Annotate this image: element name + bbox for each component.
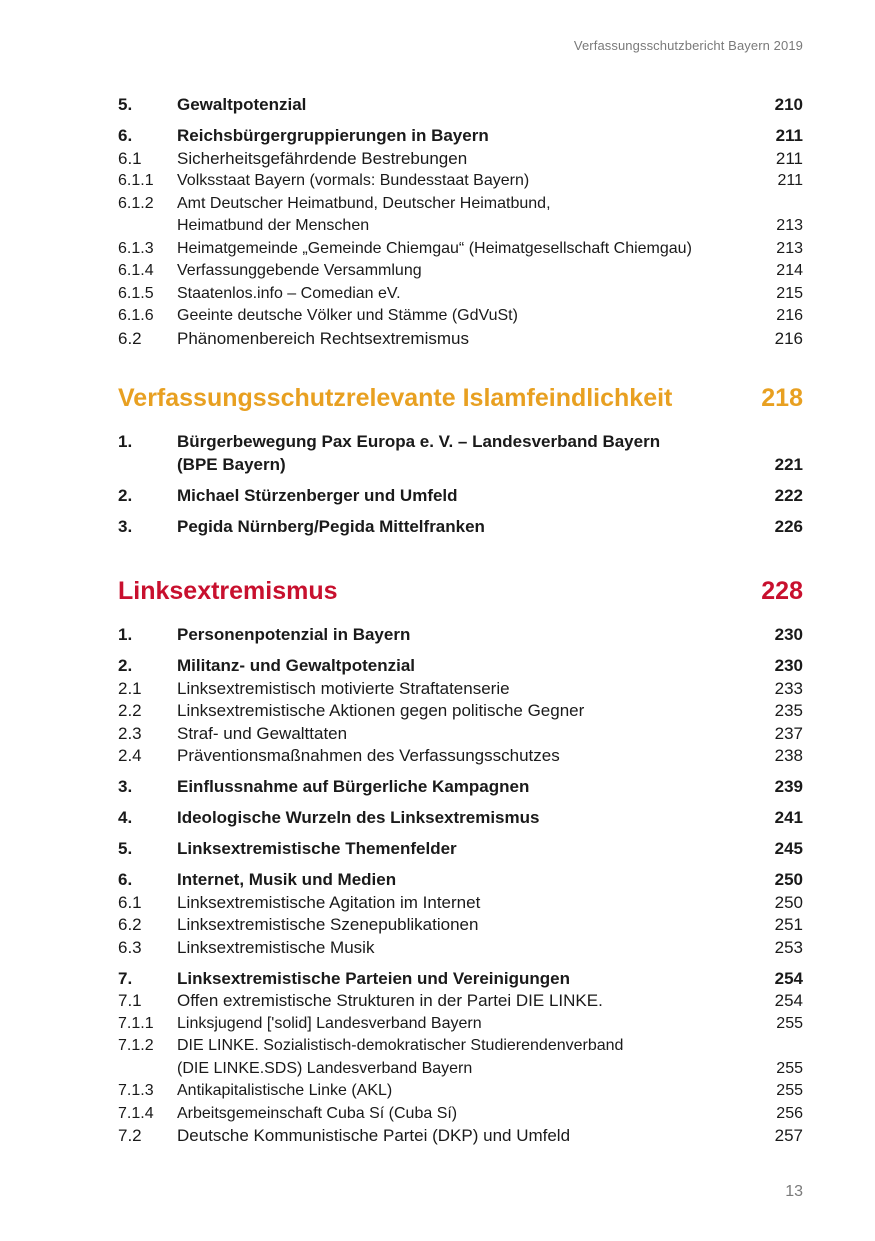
chapter-page: 228 [761, 577, 803, 605]
toc-entry-number: 6. [118, 870, 133, 889]
toc-entry-label: Linksjugend ['solid] Landesverband Bayern [177, 1014, 482, 1032]
toc-chapter-linksextremismus [118, 576, 803, 1148]
toc-entry-number: 7.1.1 [118, 1014, 154, 1032]
toc-block-rechtsextremismus [118, 94, 803, 350]
toc-entry-page: 256 [776, 1104, 803, 1122]
toc-entry-page: 241 [774, 808, 803, 827]
toc-entry[interactable] [118, 914, 803, 937]
toc-entry-label: Personenpotenzial in Bayern [177, 625, 411, 644]
toc-entry-label: Volksstaat Bayern (vormals: Bundesstaat Bayern) [177, 172, 530, 189]
toc-entry-number: 2.4 [118, 746, 142, 765]
toc-entry-page: 237 [774, 723, 803, 743]
toc-entry-page: 210 [774, 95, 803, 114]
toc-entry-number: 3. [118, 516, 133, 536]
toc-entry[interactable] [118, 678, 803, 701]
toc-entry-label: Linksextremistische Musik [177, 937, 375, 957]
toc-entry-page: 211 [775, 148, 803, 168]
toc-entry[interactable] [118, 516, 803, 539]
toc-entry-page: 222 [774, 485, 803, 505]
toc-entries [118, 431, 803, 538]
toc-entries [118, 624, 803, 1148]
toc-entry-label: Michael Stürzenberger und Umfeld [177, 485, 458, 505]
toc-entry[interactable] [118, 990, 803, 1013]
chapter-title: Linksextremismus [118, 577, 338, 605]
toc-entry-label: Linksextremistisch motivierte Straftatenserie [177, 678, 510, 698]
toc-group [118, 624, 803, 647]
toc-entry[interactable] [118, 1080, 803, 1103]
toc-entry-label: Pegida Nürnberg/Pegida Mittelfranken [177, 516, 485, 536]
toc-entry-number: 1. [118, 432, 133, 451]
toc-entry-number: 7.1.3 [118, 1082, 154, 1099]
toc-entry-number: 6.1 [118, 148, 142, 168]
toc-entry-number: 6.1.6 [118, 307, 154, 324]
toc-entry[interactable] [118, 454, 803, 477]
toc-entry[interactable] [118, 807, 803, 830]
toc-entry-number: 4. [118, 808, 133, 827]
toc-entry-label: Staatenlos.info – Comedian eV. [177, 284, 401, 302]
toc-entry-label: DIE LINKE. Sozialistisch-demokratischer Studierendenverband [177, 1037, 624, 1054]
toc-entry-page: 211 [777, 172, 803, 189]
toc-entry[interactable] [118, 238, 803, 261]
toc-entry-label: Heimatbund der Menschen [177, 217, 370, 234]
toc-entry[interactable] [118, 148, 803, 171]
chapter-heading[interactable] [118, 383, 803, 413]
toc-entry-label: (DIE LINKE.SDS) Landesverband Bayern [177, 1059, 473, 1077]
toc-group [118, 869, 803, 959]
toc-entry[interactable] [118, 94, 803, 117]
toc-entry-number: 2. [118, 656, 133, 675]
toc-entry-number: 6.1 [118, 892, 142, 912]
toc-entry-number: 6.1.2 [118, 194, 154, 212]
toc-entry-number: 6.1.3 [118, 239, 154, 257]
toc-entry[interactable] [118, 937, 803, 960]
toc-entry-number: 5. [118, 839, 133, 858]
toc-entry-label: Militanz- und Gewaltpotenzial [177, 656, 415, 675]
toc-entry-label: Arbeitsgemeinschaft Cuba Sí (Cuba Sí) [177, 1104, 458, 1122]
toc-entry-page: 213 [776, 239, 803, 257]
chapter-heading[interactable] [118, 576, 803, 606]
toc-entry-page: 257 [774, 1126, 803, 1145]
toc-entry-number: 7. [118, 968, 133, 988]
toc-entry[interactable] [118, 838, 803, 861]
toc-entry-page: 250 [774, 892, 803, 912]
toc-entry-label: Linksextremistische Szenepublikationen [177, 915, 479, 934]
running-header: Verfassungsschutzbericht Bayern 2019 [573, 38, 803, 53]
toc-group [118, 655, 803, 768]
toc-entry-label: Linksextremistische Agitation im Internet [177, 892, 481, 912]
toc-entry[interactable] [118, 431, 803, 454]
toc-entry-page: 235 [774, 701, 803, 720]
toc-entry[interactable] [118, 1125, 803, 1148]
toc-entry-label: Ideologische Wurzeln des Linksextremismus [177, 808, 540, 827]
chapter-page: 218 [761, 384, 803, 412]
toc-entry[interactable] [118, 125, 803, 148]
toc-entry[interactable] [118, 305, 803, 328]
toc-entry-page: 214 [776, 262, 803, 279]
toc-entry-label: Sicherheitsgefährdende Bestrebungen [177, 148, 468, 168]
toc-entry-number: 6.2 [118, 915, 142, 934]
chapter-title: Verfassungsschutzrelevante Islamfeindlichkeit [118, 384, 673, 412]
toc-entry-number: 7.1.4 [118, 1104, 154, 1122]
toc-entry[interactable] [118, 700, 803, 723]
toc-entry-number: 2.2 [118, 701, 142, 720]
toc-group [118, 94, 803, 117]
toc-entry-page: 230 [774, 656, 803, 675]
toc-entry-number: 7.2 [118, 1126, 142, 1145]
toc-entry-page: 230 [774, 625, 803, 644]
toc-entry-label: Bürgerbewegung Pax Europa e. V. – Landesverband Bayern [177, 432, 661, 451]
toc-entry-page: 255 [776, 1014, 803, 1032]
toc-entry-page: 254 [774, 968, 803, 988]
toc-entry-label: Linksextremistische Aktionen gegen politische Gegner [177, 701, 585, 720]
toc-entry[interactable] [118, 170, 803, 193]
toc-entry-page: 221 [774, 454, 803, 474]
toc-entry-number: 1. [118, 625, 133, 644]
toc-entry[interactable] [118, 1103, 803, 1126]
toc-entry-label: (BPE Bayern) [177, 454, 286, 474]
toc-group [118, 776, 803, 799]
toc-entry-label: Verfassunggebende Versammlung [177, 262, 422, 279]
toc-entry[interactable] [118, 869, 803, 892]
toc-entry-number: 3. [118, 777, 133, 796]
toc-entry-page: 238 [774, 746, 803, 765]
toc-entry-label: Amt Deutscher Heimatbund, Deutscher Heimatbund, [177, 194, 551, 212]
toc-entry-page: 216 [776, 307, 803, 324]
toc-entry[interactable] [118, 723, 803, 746]
toc-entry-page: 216 [774, 328, 803, 348]
toc-entry[interactable] [118, 485, 803, 508]
toc-entry-number: 2.1 [118, 678, 142, 698]
toc-group [118, 807, 803, 830]
toc-entry-number: 2.3 [118, 723, 142, 743]
toc-entry-page: 250 [774, 870, 803, 889]
toc-entry[interactable] [118, 260, 803, 283]
toc-entry-label: Einflussnahme auf Bürgerliche Kampagnen [177, 777, 530, 796]
toc-entry-number: 6.1.1 [118, 172, 154, 189]
toc-entry[interactable] [118, 1035, 803, 1058]
toc-entry-label: Straf- und Gewalttaten [177, 723, 348, 743]
toc-entry-number: 6.2 [118, 328, 142, 348]
toc-entry[interactable] [118, 745, 803, 768]
toc-entry-number: 6.3 [118, 937, 142, 957]
toc-group [118, 125, 803, 350]
toc-group [118, 431, 803, 476]
toc-entry-page: 211 [775, 126, 803, 145]
toc-entry-label: Linksextremistische Themenfelder [177, 839, 457, 858]
toc-entry[interactable] [118, 283, 803, 306]
toc-entry-page: 245 [774, 839, 803, 858]
toc-entry[interactable] [118, 193, 803, 216]
toc-entry-page: 254 [774, 991, 803, 1010]
toc-entry-label: Phänomenbereich Rechtsextremismus [177, 328, 469, 348]
toc-entry-label: Heimatgemeinde „Gemeinde Chiemgau“ (Heimatgesellschaft Chiemgau) [177, 239, 692, 257]
toc-entry-page: 255 [776, 1059, 803, 1077]
toc-entry[interactable] [118, 892, 803, 915]
toc-chapter-islamfeindlichkeit [118, 383, 803, 538]
toc-entry-number: 6.1.5 [118, 284, 154, 302]
toc-entry-number: 6. [118, 126, 133, 145]
toc-entry[interactable] [118, 655, 803, 678]
toc-entry-page: 233 [774, 678, 803, 698]
toc-group [118, 516, 803, 539]
toc-entry[interactable] [118, 624, 803, 647]
toc-entry-page: 239 [774, 777, 803, 796]
toc-entry-label: Gewaltpotenzial [177, 95, 307, 114]
toc-entry[interactable] [118, 328, 803, 351]
toc-entry[interactable] [118, 1013, 803, 1036]
toc-entry[interactable] [118, 968, 803, 991]
toc-entry-page: 255 [776, 1082, 803, 1099]
toc-entry-page: 215 [776, 284, 803, 302]
toc-entry-label: Reichsbürgergruppierungen in Bayern [177, 126, 489, 145]
table-of-contents [118, 94, 803, 1148]
page-number: 13 [785, 1183, 803, 1200]
toc-entry-page: 253 [774, 937, 803, 957]
toc-entry[interactable] [118, 215, 803, 238]
toc-entry-number: 7.1 [118, 991, 142, 1010]
toc-group [118, 485, 803, 508]
toc-entry-number: 7.1.2 [118, 1037, 154, 1054]
toc-entry-label: Internet, Musik und Medien [177, 870, 397, 889]
toc-group [118, 838, 803, 861]
toc-group [118, 968, 803, 1148]
toc-entry-page: 251 [774, 915, 803, 934]
toc-entry-label: Geeinte deutsche Völker und Stämme (GdVuSt) [177, 307, 518, 324]
toc-entry-label: Linksextremistische Parteien und Vereinigungen [177, 968, 571, 988]
toc-entry[interactable] [118, 776, 803, 799]
toc-entry-number: 5. [118, 95, 133, 114]
toc-entry-number: 6.1.4 [118, 262, 154, 279]
toc-entry-label: Präventionsmaßnahmen des Verfassungsschutzes [177, 746, 560, 765]
toc-entry[interactable] [118, 1058, 803, 1081]
toc-entry-page: 213 [776, 217, 803, 234]
toc-entry-label: Deutsche Kommunistische Partei (DKP) und Umfeld [177, 1126, 571, 1145]
toc-entry-page: 226 [774, 516, 803, 536]
toc-entry-label: Antikapitalistische Linke (AKL) [177, 1082, 393, 1099]
toc-entry-number: 2. [118, 485, 133, 505]
toc-entry-label: Offen extremistische Strukturen in der Partei DIE LINKE. [177, 991, 603, 1010]
